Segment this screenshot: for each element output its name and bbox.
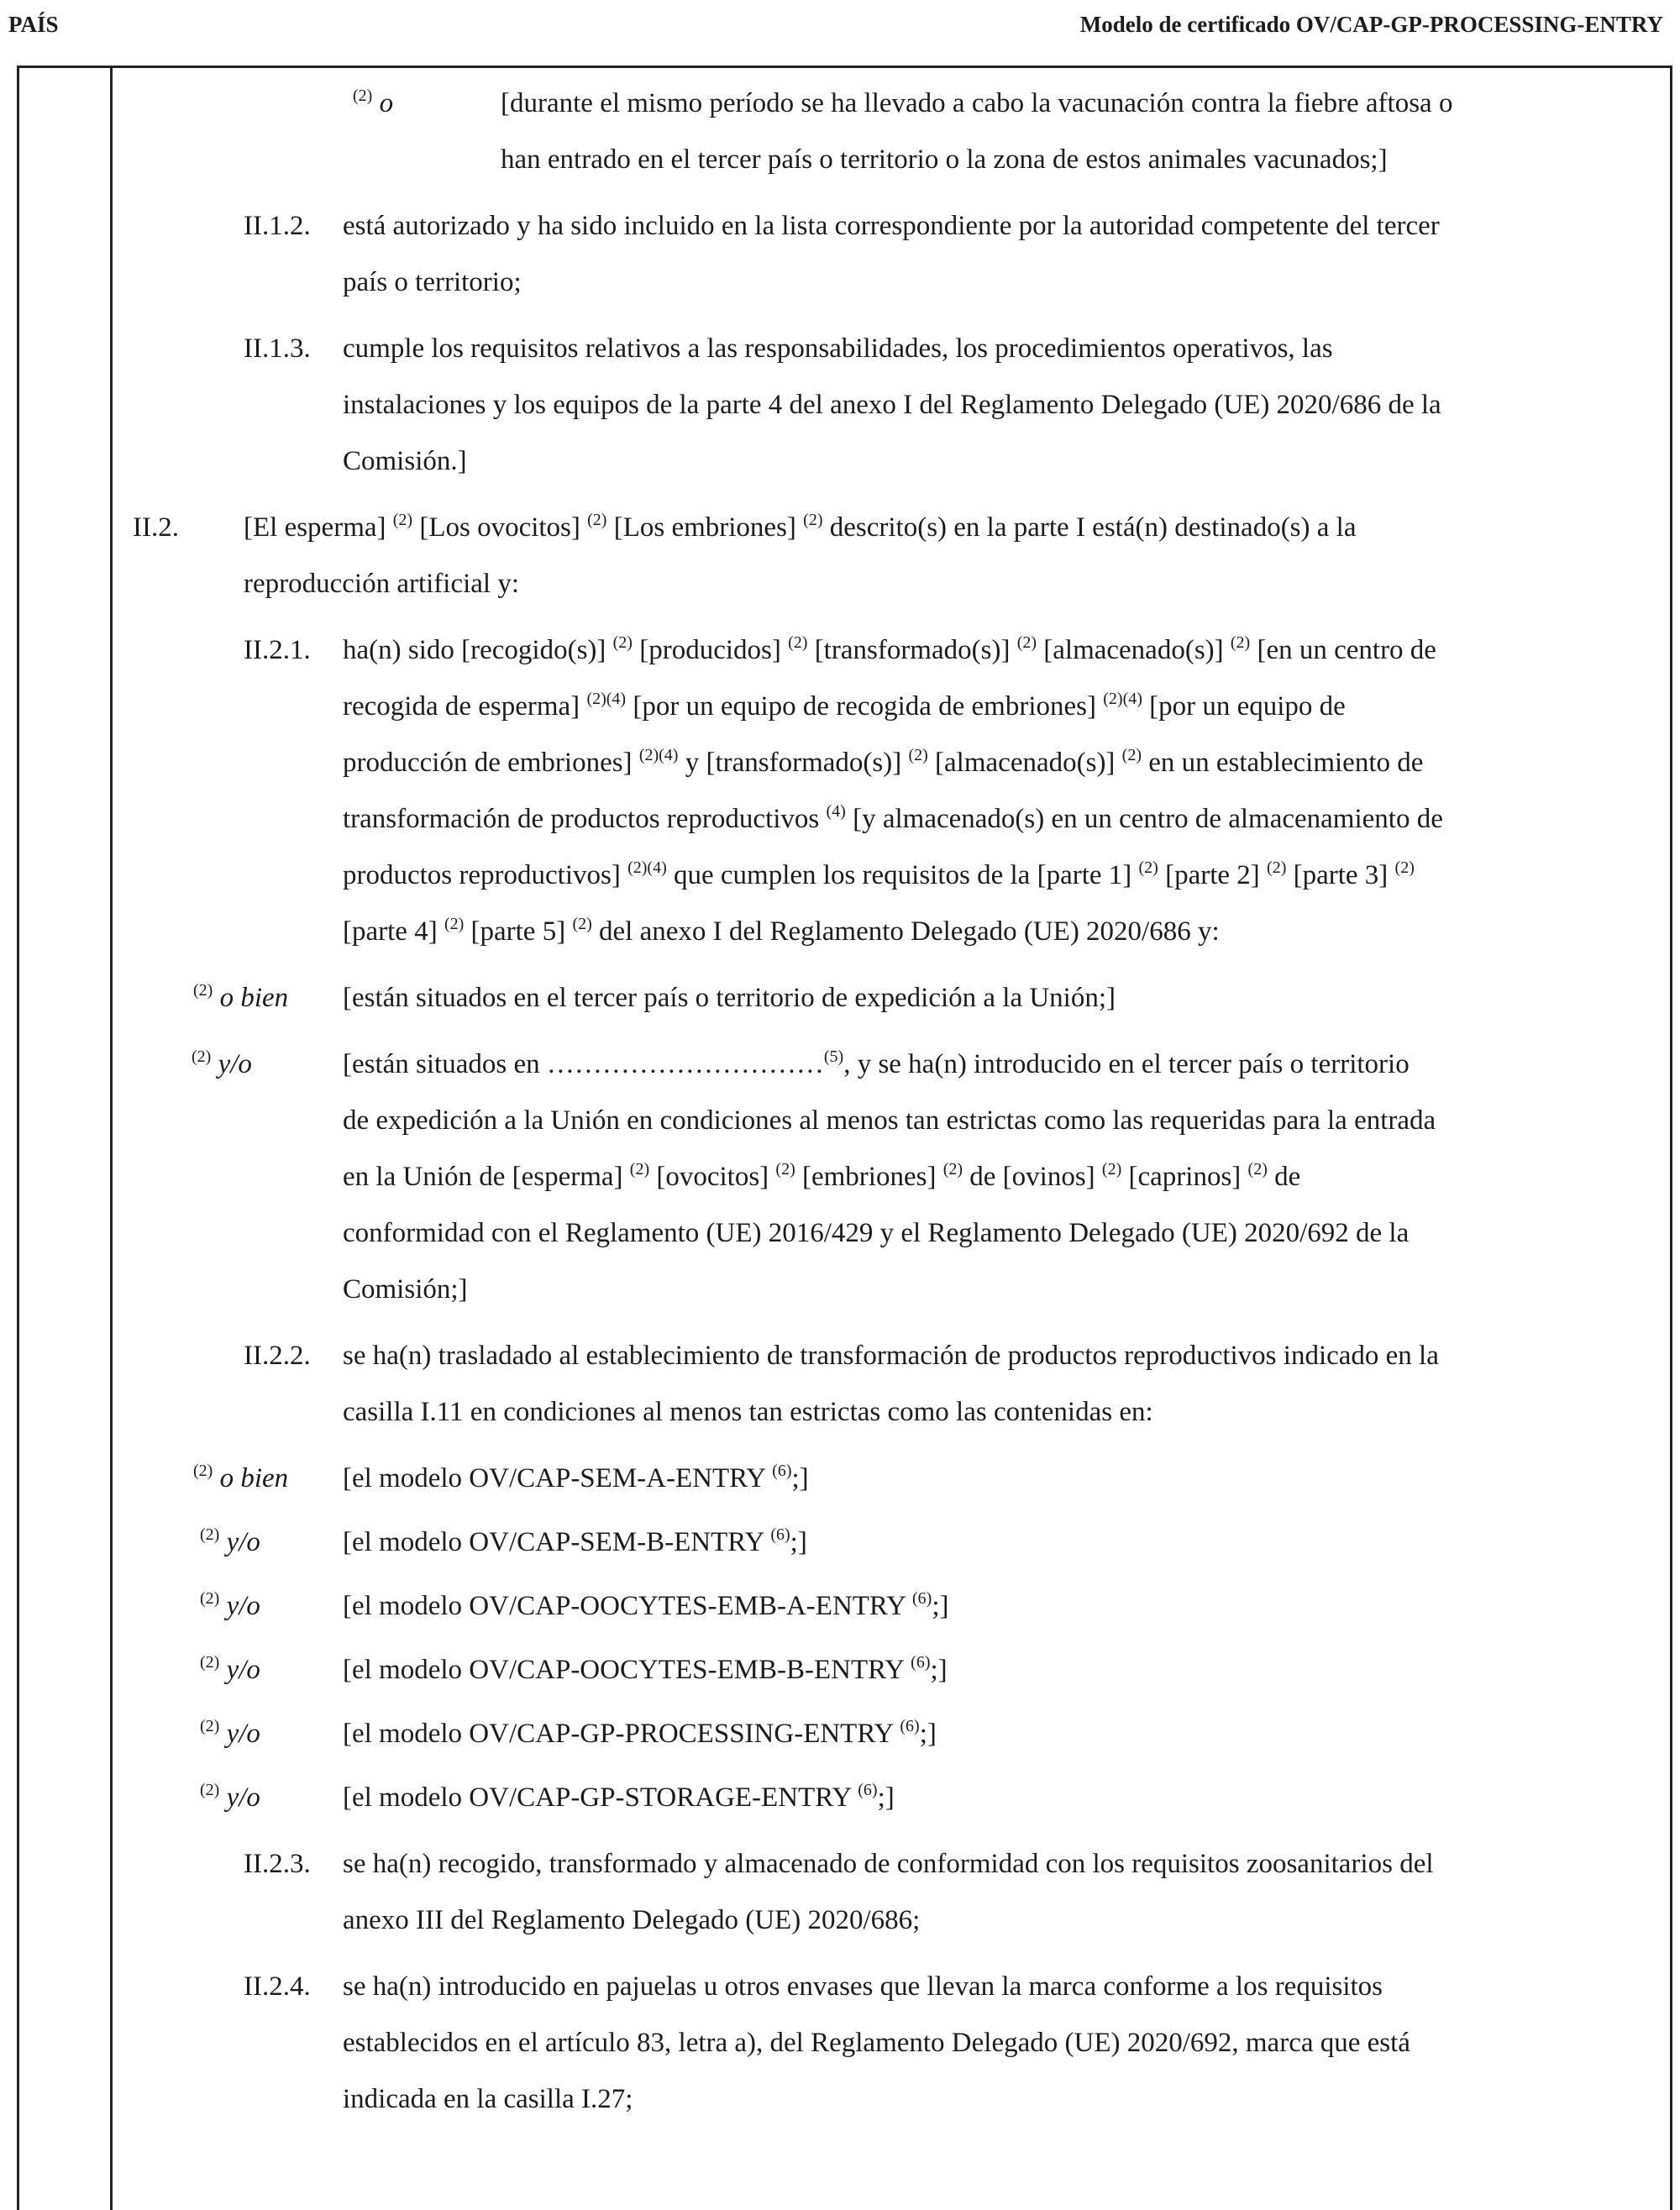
frame-right-rule <box>1670 66 1672 2210</box>
paragraph-line: conformidad con el Reglamento (UE) 2016/429 y el Reglamento Delegado (UE) 2020/692 de la <box>343 1218 1410 1248</box>
clause-number: II.2.3. <box>244 1849 311 1879</box>
paragraph-line: cumple los requisitos relativos a las responsabilidades, los procedimientos operativos, las <box>343 333 1333 364</box>
clause-number: II.2.2. <box>244 1341 311 1371</box>
paragraph-line: [durante el mismo período se ha llevado a cabo la vacunación contra la fiebre aftosa o <box>501 88 1453 118</box>
clause-number: II.2.1. <box>244 635 311 665</box>
paragraph-line: instalaciones y los equipos de la parte 4 del anexo I del Reglamento Delegado (UE) 2020/686 de la <box>343 390 1441 420</box>
paragraph-line: productos reproductivos] $^{(2)(4)}$ que cumplen los requisitos de la [parte 1] $^{(2)}$ [parte 2] $^{(2)}$ [parte 3] $^{(2)}$ <box>343 858 1415 890</box>
paragraph-line: reproducción artificial y: <box>244 569 520 599</box>
paragraph-line: producción de embriones] $^{(2)(4)}$ y [transformado(s)] $^{(2)}$ [almacenado(s)] $^{(2)}$ en un establecimiento de <box>343 746 1424 778</box>
clause-number: II.1.2. <box>244 211 311 241</box>
option-selector: $^{(2)}$ o <box>353 87 394 118</box>
paragraph-line: ha(n) sido [recogido(s)] $^{(2)}$ [producidos] $^{(2)}$ [transformado(s)] $^{(2)}$ [almacenado(s)] $^{(2)}$ [en un centro de <box>343 633 1436 665</box>
option-selector: $^{(2)}$ y/o <box>200 1653 260 1685</box>
paragraph-line: han entrado en el tercer país o territorio o la zona de estos animales vacunados;] <box>501 144 1388 175</box>
frame-inner-rule <box>110 66 113 2210</box>
paragraph-line: Comisión;] <box>343 1274 468 1304</box>
paragraph-line: transformación de productos reproductivos $^{(4)}$ [y almacenado(s) en un centro de almacenamiento de <box>343 802 1443 834</box>
paragraph-line: [están situados en …………………………$^{(5)}$, y se ha(n) introducido en el tercer país o territorio <box>343 1047 1410 1079</box>
paragraph-line: está autorizado y ha sido incluido en la lista correspondiente por la autoridad competente del tercer <box>343 211 1440 241</box>
paragraph-line: establecidos en el artículo 83, letra a), del Reglamento Delegado (UE) 2020/692, marca que está <box>343 2028 1410 2058</box>
paragraph-line: [están situados en el tercer país o territorio de expedición a la Unión;] <box>343 983 1116 1013</box>
blank-fill-line: ………………………… <box>546 1049 824 1079</box>
option-selector: $^{(2)}$ y/o <box>200 1781 260 1813</box>
clause-number: II.1.3. <box>244 333 311 364</box>
option-selector: $^{(2)}$ o bien <box>193 1462 289 1493</box>
country-label: PAÍS <box>8 12 59 37</box>
paragraph-line: indicada en la casilla I.27; <box>343 2084 633 2114</box>
clause-number: II.2.4. <box>244 1971 311 2002</box>
model-option-line: [el modelo OV/CAP-SEM-A-ENTRY $^{(6)}$;] <box>343 1462 809 1493</box>
paragraph-line: en la Unión de [esperma] $^{(2)}$ [ovocitos] $^{(2)}$ [embriones] $^{(2)}$ de [ovinos] $^{(2)}$ [caprinos] $^{(2)}$ de <box>343 1160 1301 1192</box>
frame-top-rule <box>17 66 1672 68</box>
option-selector: $^{(2)}$ y/o <box>200 1589 260 1621</box>
paragraph-line: anexo III del Reglamento Delegado (UE) 2020/686; <box>343 1905 921 1935</box>
option-selector: $^{(2)}$ y/o <box>200 1525 260 1557</box>
paragraph-line: se ha(n) trasladado al establecimiento de transformación de productos reproductivos indicado en la <box>343 1341 1439 1371</box>
model-option-line: [el modelo OV/CAP-GP-STORAGE-ENTRY $^{(6)}$;] <box>343 1781 895 1813</box>
paragraph-line: Comisión.] <box>343 446 467 476</box>
frame-left-rule <box>17 66 19 2210</box>
option-selector: $^{(2)}$ y/o <box>192 1047 252 1079</box>
paragraph-line: país o territorio; <box>343 267 522 297</box>
paragraph-line: [parte 4] $^{(2)}$ [parte 5] $^{(2)}$ del anexo I del Reglamento Delegado (UE) 2020/686 y: <box>343 915 1220 947</box>
paragraph-line: [El esperma] $^{(2)}$ [Los ovocitos] $^{(2)}$ [Los embriones] $^{(2)}$ descrito(s) en la parte I está(n) destinado(s) a la <box>244 511 1357 543</box>
option-selector: $^{(2)}$ o bien <box>193 981 289 1013</box>
certificate-model-title: Modelo de certificado OV/CAP-GP-PROCESSING-ENTRY <box>1079 12 1663 37</box>
paragraph-line: se ha(n) recogido, transformado y almacenado de conformidad con los requisitos zoosanitarios del <box>343 1849 1434 1879</box>
model-option-line: [el modelo OV/CAP-SEM-B-ENTRY $^{(6)}$;] <box>343 1525 807 1557</box>
paragraph-line: de expedición a la Unión en condiciones al menos tan estrictas como las requeridas para la entrada <box>343 1105 1436 1136</box>
paragraph-line: recogida de esperma] $^{(2)(4)}$ [por un equipo de recogida de embriones] $^{(2)(4)}$ [por un equipo de <box>343 690 1346 722</box>
model-option-line: [el modelo OV/CAP-OOCYTES-EMB-B-ENTRY $^{(6)}$;] <box>343 1653 948 1685</box>
clause-number: II.2. <box>133 512 179 543</box>
model-option-line: [el modelo OV/CAP-OOCYTES-EMB-A-ENTRY $^{(6)}$;] <box>343 1589 949 1621</box>
model-option-line: [el modelo OV/CAP-GP-PROCESSING-ENTRY $^{(6)}$;] <box>343 1717 937 1749</box>
paragraph-line: casilla I.11 en condiciones al menos tan estrictas como las contenidas en: <box>343 1397 1153 1427</box>
paragraph-line: se ha(n) introducido en pajuelas u otros envases que llevan la marca conforme a los requisitos <box>343 1971 1383 2002</box>
option-selector: $^{(2)}$ y/o <box>200 1717 260 1749</box>
